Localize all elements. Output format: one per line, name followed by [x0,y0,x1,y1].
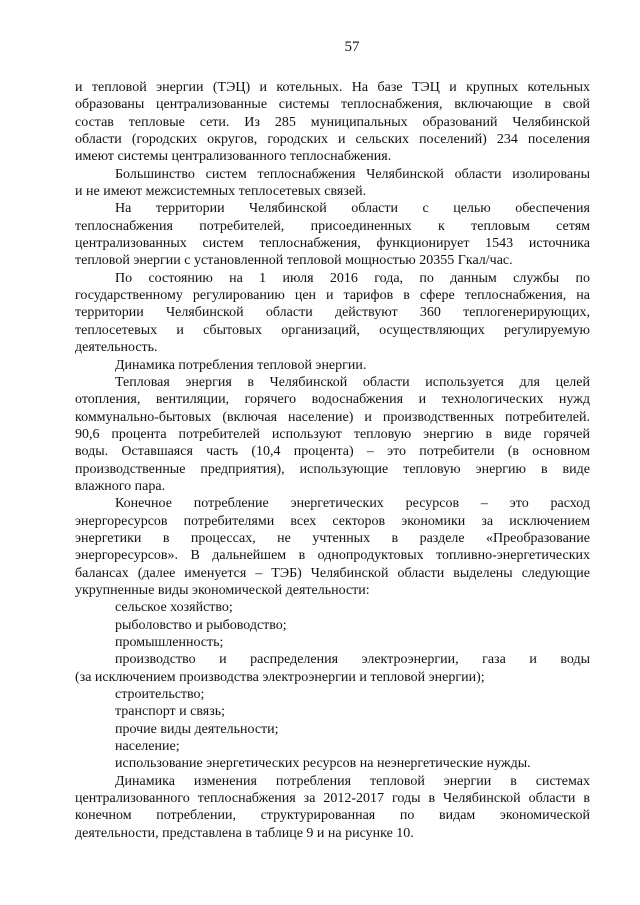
paragraph-line: тепловой энергии с установленной тепловой мощностью 20355 Гкал/час. [75,253,513,269]
paragraph-line: и не имеют межсистемных теплосетевых связей. [75,184,367,200]
paragraph-line: теплосетевых и сбытовых организаций, осуществляющих регулируемую [75,322,590,338]
paragraph-line: централизованного теплоснабжения за 2012-2017 годы в Челябинской области в [75,791,590,807]
paragraph-line: энергетики в процессах, не учтенных в разделе «Преобразование [75,530,590,546]
paragraph-line: деятельность. [75,340,158,356]
list-item-line: производство и распределения электроэнергии, газа и воды [115,652,590,668]
page-number: 57 [344,39,360,55]
paragraph-line: энергоресурсов потребителями всех секторов экономики за исключением [75,513,590,529]
paragraph-consumers [75,374,590,495]
paragraph-line: теплоснабжения потребителей, присоединенных к тепловым сетям [75,218,590,234]
list-item: промышленность; [115,635,224,650]
paragraph-line: деятельности, представлена в таблице 9 и на рисунке 10. [75,825,414,841]
paragraph-line: коммунально-бытовых (включая население) и производственных потребителей. [75,409,590,425]
paragraph-line: и тепловой энергии (ТЭЦ) и котельных. На базе ТЭЦ и крупных котельных [75,80,590,95]
paragraph-line: территории Челябинской области действуют 360 теплогенерирующих, [75,305,590,321]
paragraph-line: влажного пара. [75,478,166,494]
paragraph-line: имеют системы централизованного теплоснабжения. [75,149,392,165]
paragraph-line: отопления, вентиляции, горячего водоснабжения и технологических нужд [75,392,590,408]
paragraph-line: энергоресурсов». В дальнейшем в однопродуктовых топливно-энергетических [75,548,590,564]
paragraph-line: централизованных систем теплоснабжения, функционирует 1543 источника [75,236,590,252]
list-item: строительство; [115,687,205,703]
list-item: сельское хозяйство; [115,600,233,616]
paragraph-line: балансах (далее именуется – ТЭБ) Челябинской области выделены следующие [75,565,590,581]
paragraph-dynamics [75,773,590,842]
paragraph-line: Тепловая энергия в Челябинской области используется для целей [115,374,590,390]
body-text [75,79,590,842]
paragraph-line: Большинство систем теплоснабжения Челябинской области изолированы [115,166,590,182]
paragraph-continued [75,79,590,166]
paragraph-line: состав тепловые сети. Из 285 муниципальных образований Челябинской [75,114,590,130]
activity-list [75,599,590,772]
list-item: прочие виды деятельности; [115,721,279,737]
paragraph-sources [75,200,590,269]
paragraph-line: производственные предприятия), использующие тепловую энергию в виде [75,461,590,477]
list-item: рыболовство и рыбоводство; [115,617,287,633]
list-item: население; [115,739,180,755]
paragraph-line: воды. Оставшаяся часть (10,4 процента) – это потребители (в основном [75,444,590,460]
list-item [75,651,590,686]
paragraph-line: На территории Челябинской области с целью обеспечения [115,201,590,217]
paragraph-line: Конечное потребление энергетических ресурсов – это расход [115,496,590,512]
section-heading: Динамика потребления тепловой энергии. [115,357,367,373]
paragraph-line: образованы централизованные системы теплоснабжения, включающие в свой [75,97,590,113]
list-item: использование энергетических ресурсов на неэнергетические нужды. [115,756,531,772]
list-item: транспорт и связь; [115,704,226,720]
paragraph-isolation [75,166,590,201]
paragraph-line: Динамика изменения потребления тепловой энергии в системах [115,773,590,789]
paragraph-line: По состоянию на 1 июля 2016 года, по данным службы по [115,270,590,286]
paragraph-line: конечном потреблении, структурированная по видам экономической [75,808,590,824]
paragraph-organizations [75,270,590,357]
paragraph-line: области (городских округов, городских и сельских поселений) 234 поселения [75,132,590,148]
list-item-line: (за исключением производства электроэнергии и тепловой энергии); [75,669,485,685]
paragraph-line: укрупненные виды экономической деятельности: [75,582,370,598]
paragraph-line: государственному регулированию цен и тарифов в сфере теплоснабжения, на [75,288,590,304]
paragraph-line: 90,6 процента потребителей используют тепловую энергию в виде горячей [75,426,590,442]
paragraph-final-consumption [75,495,590,599]
